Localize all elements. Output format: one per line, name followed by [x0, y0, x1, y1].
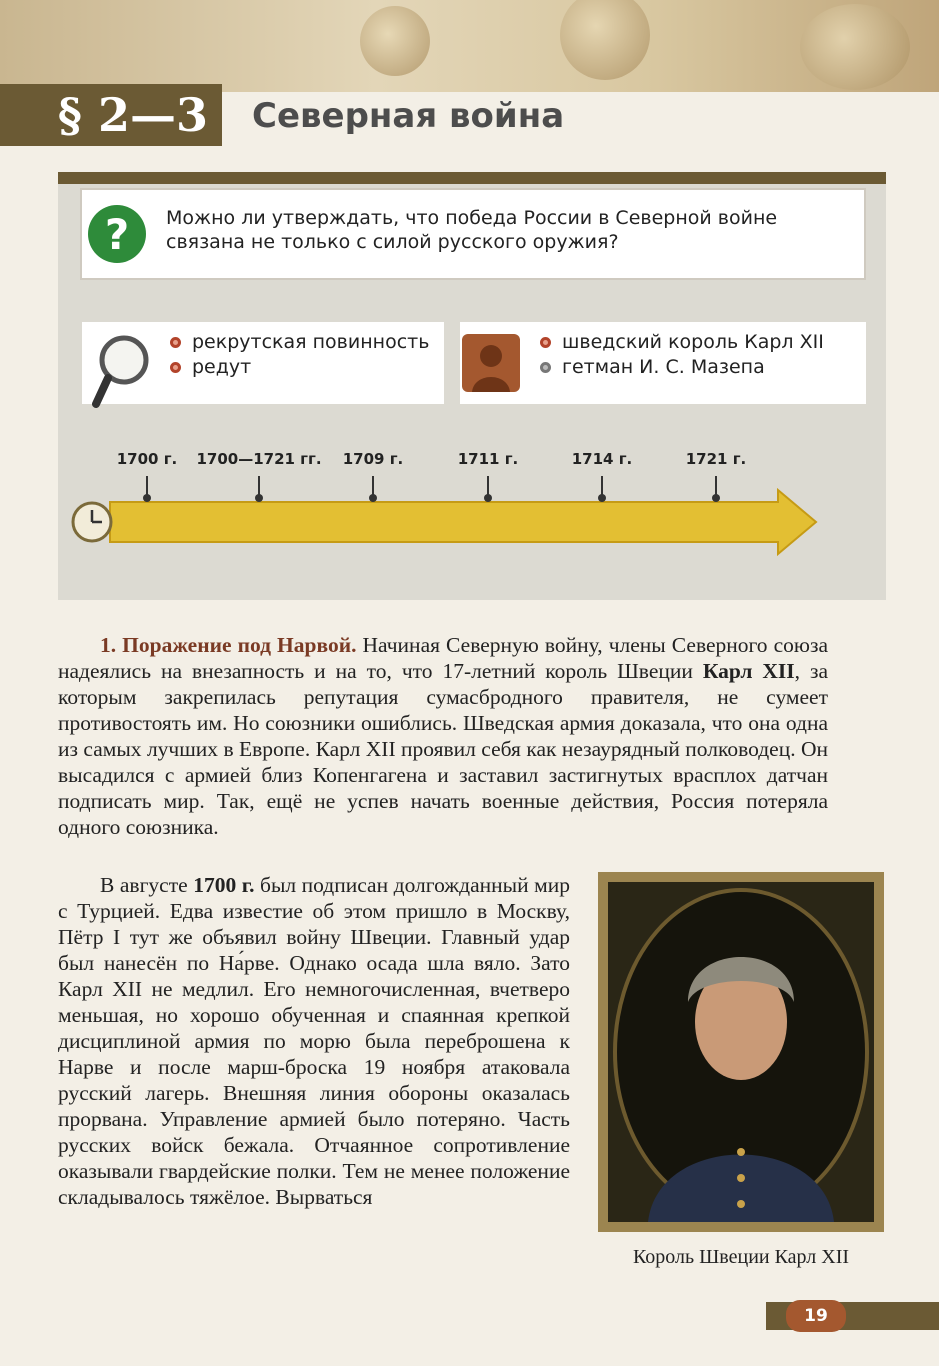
header-decoration — [0, 0, 939, 92]
timeline-label: 1700 г. — [116, 450, 178, 468]
person-silhouette-icon — [462, 334, 520, 392]
timeline-label: 1721 г. — [685, 450, 747, 468]
page-title: Северная война — [252, 96, 565, 136]
timeline-marker — [369, 476, 377, 502]
timeline-marker — [598, 476, 606, 502]
timeline-label: 1711 г. — [457, 450, 519, 468]
people-list — [538, 330, 860, 380]
section-heading: 1. Поражение под Нарвой. — [100, 633, 357, 657]
portrait-karl-xii — [598, 872, 884, 1232]
timeline-label: 1700—1721 гг. — [196, 450, 322, 468]
portrait-caption: Король Швеции Карл XII — [632, 1246, 850, 1268]
term-item: редут — [168, 355, 440, 380]
section-paragraph-1: 1. Поражение под Нарвой. Начиная Северную войну, члены Северного союза надеялись на внезапность и на то, что 17-летний король Швеции Карл XII, за которым закрепилась репутация сумасбродного правителя, не сумеет противостоять им. Но союзники ошиблись. Шведская армия доказала, что она одна из самых лучших в Европе. Карл XII проявил себя как незаурядный полководец. Он высадился с армией близ Копенгагена и заставил застигнутых врасплох датчан подписать мир. Так, ещё не успев начать военные действия, Россия потеряла одного союзника. — [58, 633, 828, 839]
timeline — [70, 440, 830, 570]
clock-icon — [73, 503, 111, 541]
panel-top-bar — [58, 172, 886, 184]
person-item: шведский король Карл XII — [538, 330, 860, 355]
section-paragraph-2: В августе 1700 г. был подписан долгожданный мир с Турцией. Едва известие об этом пришло в Москву, Пётр I тут же объявил войну Швеции. Главный удар был нанесён по На́рве. Однако осада шла вяло. Зато Карл XII не медлил. Его немногочисленная, вчетверо меньшая, но хорошо обученная и спаянная крепкой дисциплиной армия по морю была переброшена к Нарве и после марш-броска 19 ноября атаковала русский лагерь. Внешняя линия обороны оказалась прорвана. Управление армией было потеряно. Часть русских войск бежала. Отчаянное сопротивление оказывали гвардейские полки. Тем не менее положение складывалось тяжёлое. Вырваться — [58, 873, 570, 1209]
terms-list — [168, 330, 440, 380]
timeline-label: 1714 г. — [571, 450, 633, 468]
timeline-label: 1709 г. — [342, 450, 404, 468]
timeline-marker — [143, 476, 151, 502]
timeline-marker — [484, 476, 492, 502]
page-number: 19 — [786, 1300, 846, 1332]
question-text: Можно ли утверждать, что победа России в Северной войне связана не только с силой русского оружия? — [166, 207, 778, 253]
person-item: гетман И. С. Мазепа — [538, 355, 860, 380]
paragraph-number: § 2—3 — [0, 84, 222, 146]
magnifier-icon — [92, 330, 162, 410]
timeline-marker — [712, 476, 720, 502]
timeline-marker — [255, 476, 263, 502]
term-item: рекрутская повинность — [168, 330, 440, 355]
question-icon: ? — [88, 205, 146, 263]
